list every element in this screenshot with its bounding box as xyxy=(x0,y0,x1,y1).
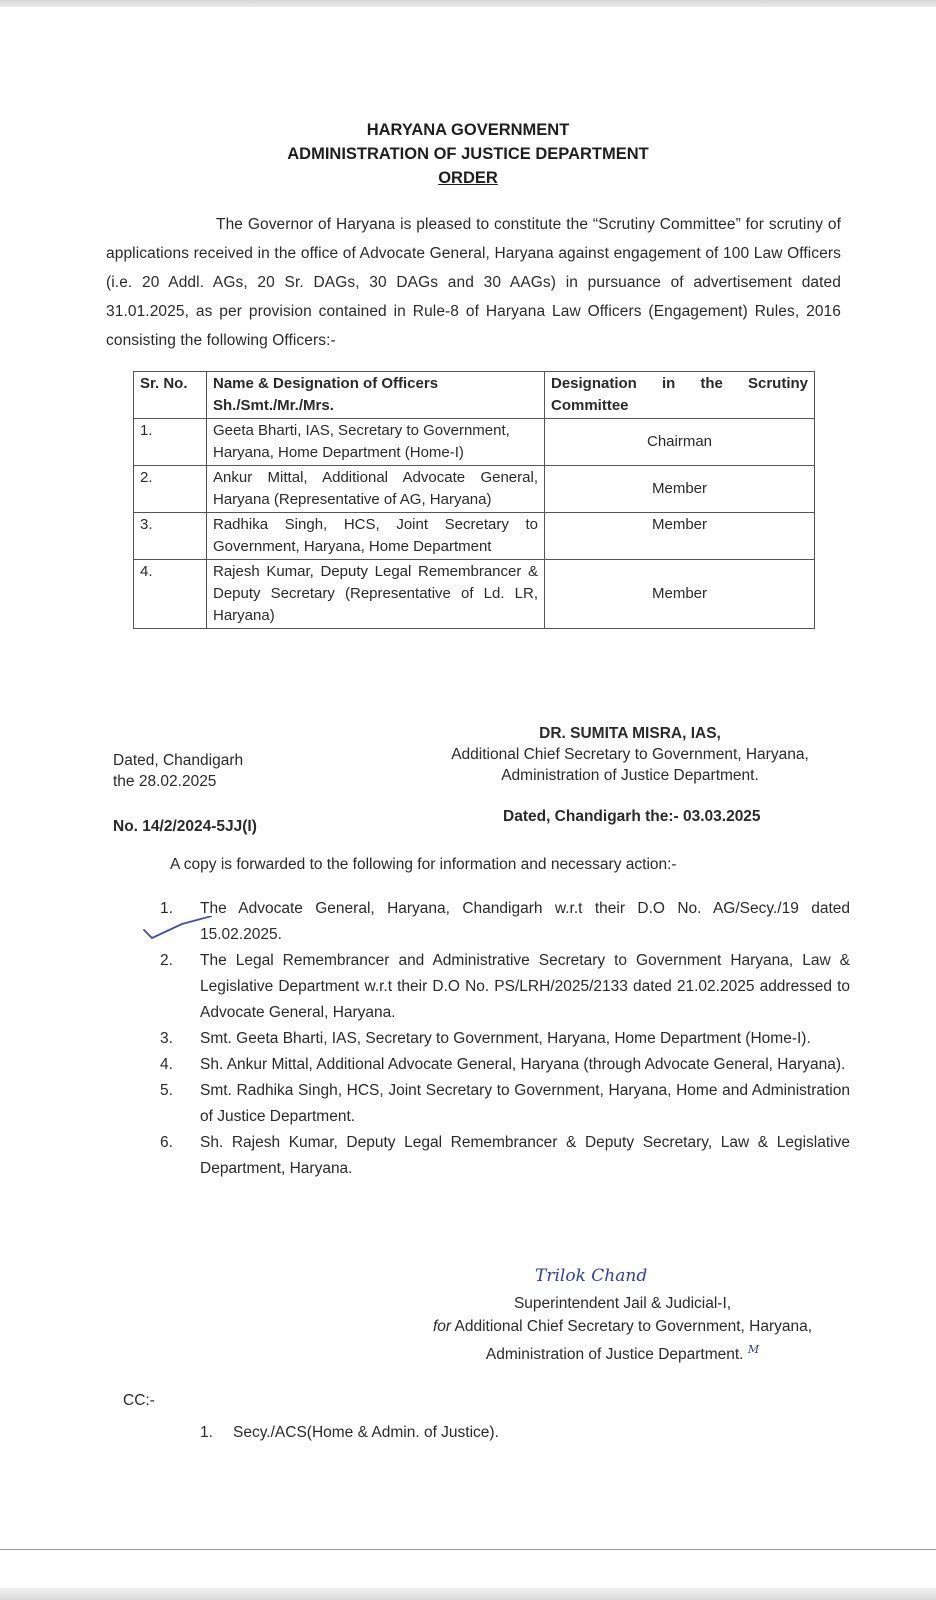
list-item xyxy=(160,1052,850,1078)
endorsement-intro: A copy is forwarded to the following for information and necessary action:- xyxy=(170,856,677,873)
second-signatory-title: Superintendent Jail & Judicial-I, xyxy=(513,1295,732,1312)
list-item-text: Sh. Ankur Mittal, Additional Advocate General, Haryana (through Advocate General, Haryana). xyxy=(200,1056,846,1073)
issue-place: Dated, Chandigarh xyxy=(113,752,244,769)
order-paragraph xyxy=(106,210,841,355)
list-item xyxy=(200,1420,890,1446)
table-header-row xyxy=(134,372,815,419)
cell-designation: Member xyxy=(545,513,815,560)
cell-name: Geeta Bharti, IAS, Secretary to Government, Haryana, Home Department (Home-I) xyxy=(207,419,545,466)
cell-sr: 3. xyxy=(134,513,207,560)
bottom-edge xyxy=(0,1588,936,1600)
list-item-number: 2. xyxy=(160,952,173,969)
committee-table xyxy=(133,371,815,629)
signatory-department: Administration of Justice Department. xyxy=(501,767,759,784)
table-row xyxy=(134,513,815,560)
cell-sr: 4. xyxy=(134,560,207,629)
list-item xyxy=(160,948,850,1026)
header-name-designation: Name & Designation of Officers Sh./Smt./Mr./Mrs. xyxy=(207,372,545,419)
header-committee-designation: Designation in the Scrutiny Committee xyxy=(545,372,815,419)
signatory-title: Additional Chief Secretary to Government, Haryana, xyxy=(451,746,809,763)
forwarding-list xyxy=(160,896,850,1182)
list-item xyxy=(160,1078,850,1130)
list-item-number: 1. xyxy=(160,900,173,917)
cell-name: Ankur Mittal, Additional Advocate General, Haryana (Representative of AG, Haryana) xyxy=(207,466,545,513)
list-item xyxy=(160,1026,850,1052)
handwritten-initial: M xyxy=(747,1343,760,1356)
page-bottom-edge xyxy=(0,1549,936,1550)
list-item xyxy=(160,1130,850,1182)
signatory-name: DR. SUMITA MISRA, IAS, xyxy=(539,725,721,742)
header-order: ORDER xyxy=(438,169,498,187)
list-item-text: Secy./ACS(Home & Admin. of Justice). xyxy=(233,1424,499,1441)
cell-designation: Chairman xyxy=(545,419,815,466)
endorsement-number: No. 14/2/2024-5JJ(I) xyxy=(113,818,257,835)
list-item-number: 3. xyxy=(160,1030,173,1047)
list-item-number: 4. xyxy=(160,1056,173,1073)
cc-label: CC:- xyxy=(123,1392,155,1409)
table-row xyxy=(134,466,815,513)
table-row xyxy=(134,560,815,629)
cell-designation: Member xyxy=(545,466,815,513)
list-item-number: 5. xyxy=(160,1082,173,1099)
for-word: for xyxy=(432,1318,452,1335)
table-row xyxy=(134,419,815,466)
list-item-text: The Advocate General, Haryana, Chandigarh w.r.t their D.O No. AG/Secy./19 dated 15.02.2025. xyxy=(200,900,850,943)
header-department: ADMINISTRATION OF JUSTICE DEPARTMENT xyxy=(287,145,649,163)
issue-date: the 28.02.2025 xyxy=(113,773,217,790)
header-government: HARYANA GOVERNMENT xyxy=(366,121,570,139)
list-item-number: 1. xyxy=(200,1424,213,1441)
cell-name: Rajesh Kumar, Deputy Legal Remembrancer & Deputy Secretary (Representative of Ld. LR, Haryana) xyxy=(207,560,545,629)
signatory-block xyxy=(410,723,850,786)
handwritten-signature: Trilok Chand xyxy=(535,1266,648,1286)
list-item-text: The Legal Remembrancer and Administrative Secretary to Government Haryana, Law & Legislative Department w.r.t their D.O No. PS/LRH/2025/2133 dated 21.02.2025 addressed to Advocate General, Haryana. xyxy=(200,952,850,1021)
order-text: The Governor of Haryana is pleased to constitute the “Scrutiny Committee” for scrutiny of applications received in the office of Advocate General, Haryana against engagement of 100 Law Officers (i.e. 20 Addl. AGs, 20 Sr. DAGs, 30 DAGs and 30 AAGs) in pursuance of advertisement dated 31.01.2025, as per provision contained in Rule-8 of Haryana Law Officers (Engagement) Rules, 2016 consisting the following Officers:- xyxy=(106,216,841,349)
list-item-text: Sh. Rajesh Kumar, Deputy Legal Remembrancer & Deputy Secretary, Law & Legislative Department, Haryana. xyxy=(200,1134,850,1177)
list-item xyxy=(160,896,850,948)
cell-sr: 2. xyxy=(134,466,207,513)
second-signatory-block xyxy=(395,1292,850,1366)
cell-name: Radhika Singh, HCS, Joint Secretary to Government, Haryana, Home Department xyxy=(207,513,545,560)
second-signatory-department: Administration of Justice Department. xyxy=(485,1346,744,1364)
issue-block xyxy=(113,750,243,792)
cell-sr: 1. xyxy=(134,419,207,466)
list-item-text: Smt. Geeta Bharti, IAS, Secretary to Government, Haryana, Home Department (Home-I). xyxy=(200,1030,811,1047)
second-signatory-office: Additional Chief Secretary to Government, Haryana, xyxy=(454,1318,813,1335)
list-item-number: 6. xyxy=(160,1134,173,1151)
list-item-text: Smt. Radhika Singh, HCS, Joint Secretary to Government, Haryana, Home and Administration of Justice Department. xyxy=(200,1082,850,1125)
endorsement-date: Dated, Chandigarh the:- 03.03.2025 xyxy=(503,808,761,825)
cell-designation: Member xyxy=(545,560,815,629)
header-sr-no: Sr. No. xyxy=(134,372,207,419)
cc-list xyxy=(200,1420,890,1446)
